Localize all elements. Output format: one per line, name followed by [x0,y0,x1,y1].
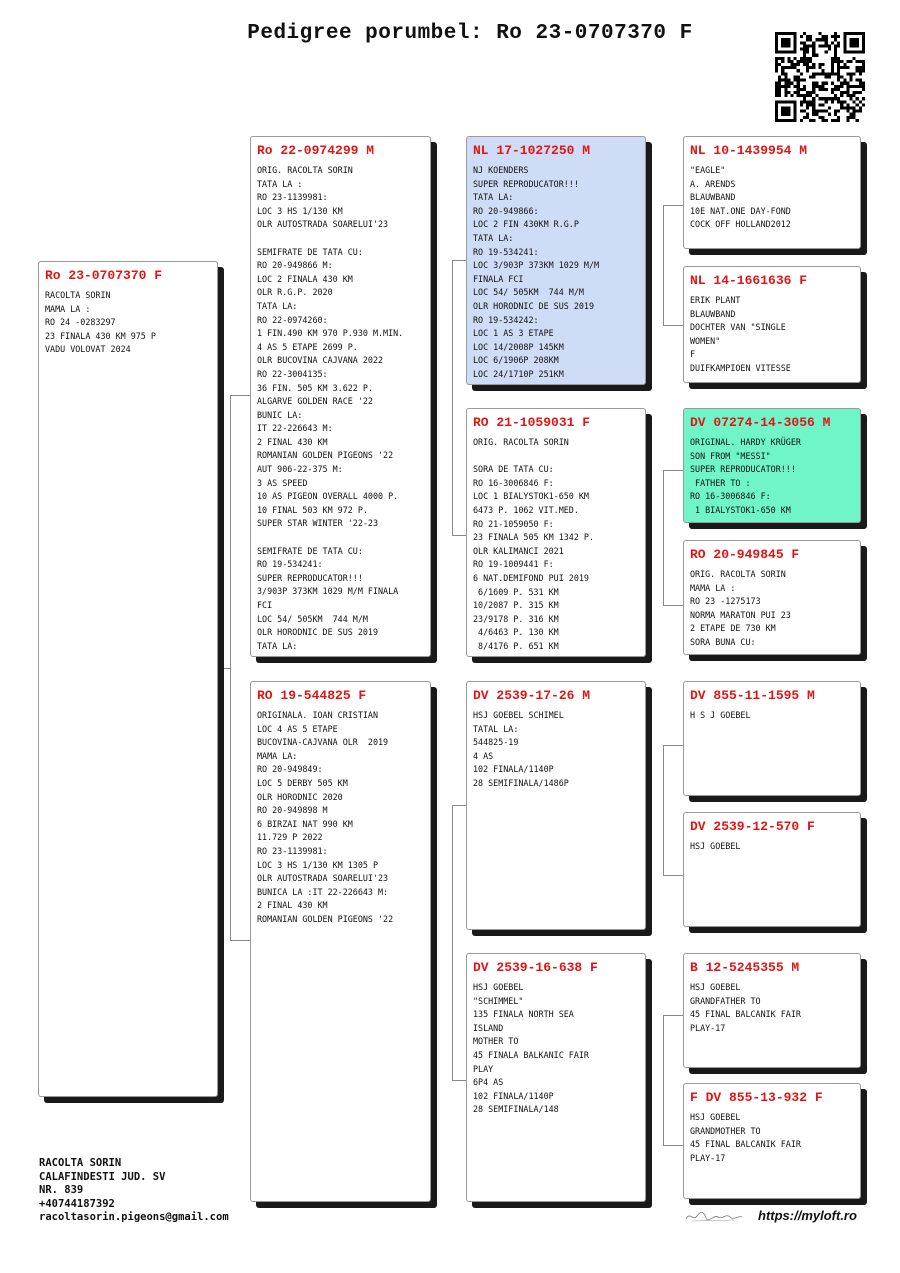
pigeon-info: HSJ GOEBEL SCHIMEL TATAL LA: 544825-19 4 AS 102 FINALA/1140P 28 SEMIFINALA/1486P [473,710,569,788]
signature-logo-icon [684,1208,744,1224]
connector-line [663,1015,664,1145]
subject-pigeon-card[interactable] [38,261,218,1097]
pigeon-info: ORIGINAL. HARDY KRÜGER SON FROM "MESSI" SUPER REPRODUCATOR!!! FATHER TO : RO 16-3006846 F: 1 BIALYSTOK1-650 KM [690,437,801,515]
pigeon-info: HSJ GOEBEL GRANDFATHER TO 45 FINAL BALCANIK FAIR PLAY-17 [690,982,801,1033]
connector-line [663,470,664,605]
ring-number: DV 2539-12-570 F [690,819,815,834]
pigeon-info: HSJ GOEBEL [690,841,741,851]
ring-number: DV 2539-17-26 M [473,688,591,703]
great-grandparent-card-2[interactable] [683,266,861,383]
connector-line [663,605,683,606]
qr-code-icon [775,32,865,122]
paternal-grandmother-card[interactable] [466,408,646,657]
ring-number: RO 20-949845 F [690,547,800,562]
ring-number: NL 14-1661636 F [690,273,808,288]
ring-number: B 12-5245355 M [690,960,800,975]
connector-line [663,745,683,746]
connector-line [663,875,683,876]
website-link[interactable]: https://myloft.ro [758,1208,857,1223]
pigeon-info: ORIG. RACOLTA SORIN TATA LA : RO 23-1139981: LOC 3 HS 1/130 KM OLR AUTOSTRADA SOARELUI'23 SEMIFRATE DE TATA CU: RO 20-949866 M: LOC 2 FINALA 430 KM OLR R.G.P. 2020 TATA LA: RO 22-0974260: 1 FIN.490 KM 970 P.930 M.MIN. 4 AS 5 ETAPE 2699 P. OLR BUCOVINA CAJVANA 2022 RO 22-3004135: 36 FIN. 505 KM 3.622 P. ALGARVE GOLDEN RACE '22 BUNIC LA: IT 22-226643 M: 2 FINAL 430 KM ROMANIAN GOLDEN PIGEONS '22 AUT 906-22-375 M: 3 AS SPEED 10 AS PIGEON OVERALL 4000 P. 10 FINAL 503 KM 972 P. SUPER STAR WINTER '22-23 SEMIFRATE DE TATA CU: RO 19-534241: SUPER REPRODUCATOR!!! 3/903P 373KM 1029 M/M FINALA FCI LOC 54/ 505KM 744 M/M OLR HORODNIC DE SUS 2019 TATA LA: [257,165,404,651]
connector-line [230,395,250,396]
pigeon-info: H S J GOEBEL [690,710,751,720]
connector-line [452,535,466,536]
pigeon-info: RACOLTA SORIN MAMA LA : RO 24 -0283297 23 FINALA 430 KM 975 P VADU VOLOVAT 2024 [45,290,156,355]
pigeon-info: ERIK PLANT BLAUWBAND DOCHTER VAN "SINGLE WOMEN" F DUIFKAMPIOEN VITESSE [690,295,791,373]
pigeon-info: ORIG. RACOLTA SORIN SORA DE TATA CU: RO 16-3006846 F: LOC 1 BIALYSTOK1-650 KM 6473 P. 1062 VIT.MED. RO 21-1059050 F: 23 FINALA 505 KM 1342 P. OLR KALIMANCI 2021 RO 19-1009441 F: 6 NAT.DEMIFOND PUI 2019 6/1609 P. 531 KM 10/2087 P. 315 KM 23/9178 P. 316 KM 4/6463 P. 130 KM 8/4176 P. 651 KM [473,437,595,651]
pigeon-info: ORIG. RACOLTA SORIN MAMA LA : RO 23 -1275173 NORMA MARATON PUI 23 2 ETAPE DE 730 KM SORA BUNA CU: [690,569,791,647]
father-card[interactable] [250,136,431,657]
connector-line [663,205,664,325]
connector-line [452,1080,466,1081]
great-grandparent-card-4[interactable] [683,540,861,655]
pigeon-info: "EAGLE" A. ARENDS BLAUWBAND 10E NAT.ONE DAY-FOND COCK OFF HOLLAND2012 [690,165,791,230]
great-grandparent-card-6[interactable] [683,812,861,927]
connector-line [230,940,250,941]
pigeon-info: HSJ GOEBEL GRANDMOTHER TO 45 FINAL BALCANIK FAIR PLAY-17 [690,1112,801,1163]
ring-number: DV 855-11-1595 M [690,688,815,703]
page-title: Pedigree porumbel: Ro 23-0707370 F [247,22,693,45]
connector-line [452,260,453,535]
connector-line [452,805,453,1080]
mother-card[interactable] [250,681,431,1202]
connector-line [663,1145,683,1146]
pigeon-info: ORIGINALA. IOAN CRISTIAN LOC 4 AS 5 ETAPE BUCOVINA-CAJVANA OLR 2019 MAMA LA: RO 20-949849: LOC 5 DERBY 505 KM OLR HORODNIC 2020 RO 20-949898 M 6 BIRZAI NAT 990 KM 11.729 P 2022 RO 23-1139981: LOC 3 HS 1/130 KM 1305 P OLR AUTOSTRADA SOARELUI'23 BUNICA LA :IT 22-226643 M: 2 FINAL 430 KM ROMANIAN GOLDEN PIGEONS '22 [257,710,394,924]
ring-number: Ro 22-0974299 M [257,143,375,158]
maternal-grandfather-card[interactable] [466,681,646,930]
pigeon-info: HSJ GOEBEL "SCHIMMEL" 135 FINALA NORTH SEA ISLAND MOTHER TO 45 FINALA BALKANIC FAIR PLAY 6P4 AS 102 FINALA/1140P 28 SEMIFINALA/148 [473,982,589,1115]
paternal-grandfather-card[interactable] [466,136,646,385]
ring-number: F DV 855-13-932 F [690,1090,823,1105]
breeder-contact: RACOLTA SORIN CALAFINDESTI JUD. SV NR. 839 +40744187392 racoltasorin.pigeons@gmail.com [39,1157,229,1223]
connector-line [663,470,683,471]
connector-line [663,325,683,326]
ring-number: DV 07274-14-3056 M [690,415,831,430]
pigeon-info: NJ KOENDERS SUPER REPRODUCATOR!!! TATA LA: RO 20-949866: LOC 2 FIN 430KM R.G.P TATA LA: RO 19-534241: LOC 3/903P 373KM 1029 M/M FINALA FCI LOC 54/ 505KM 744 M/M OLR HORODNIC DE SUS 2019 RO 19-534242: LOC 1 AS 3 ETAPE LOC 14/2008P 145KM LOC 6/1906P 208KM LOC 24/1710P 251KM [473,165,600,379]
ring-number: RO 19-544825 F [257,688,367,703]
great-grandparent-card-1[interactable] [683,136,861,249]
connector-line [663,745,664,875]
ring-number: NL 10-1439954 M [690,143,808,158]
ring-number: Ro 23-0707370 F [45,268,163,283]
great-grandparent-card-5[interactable] [683,681,861,796]
connector-line [452,260,466,261]
ring-number: NL 17-1027250 M [473,143,591,158]
connector-line [452,805,466,806]
connector-line [663,1015,683,1016]
ring-number: RO 21-1059031 F [473,415,591,430]
connector-line [663,205,683,206]
great-grandparent-card-7[interactable] [683,953,861,1068]
great-grandparent-card-8[interactable] [683,1083,861,1199]
great-grandparent-card-3[interactable] [683,408,861,523]
maternal-grandmother-card[interactable] [466,953,646,1202]
connector-line [230,395,231,940]
ring-number: DV 2539-16-638 F [473,960,598,975]
connector-line [218,668,230,669]
